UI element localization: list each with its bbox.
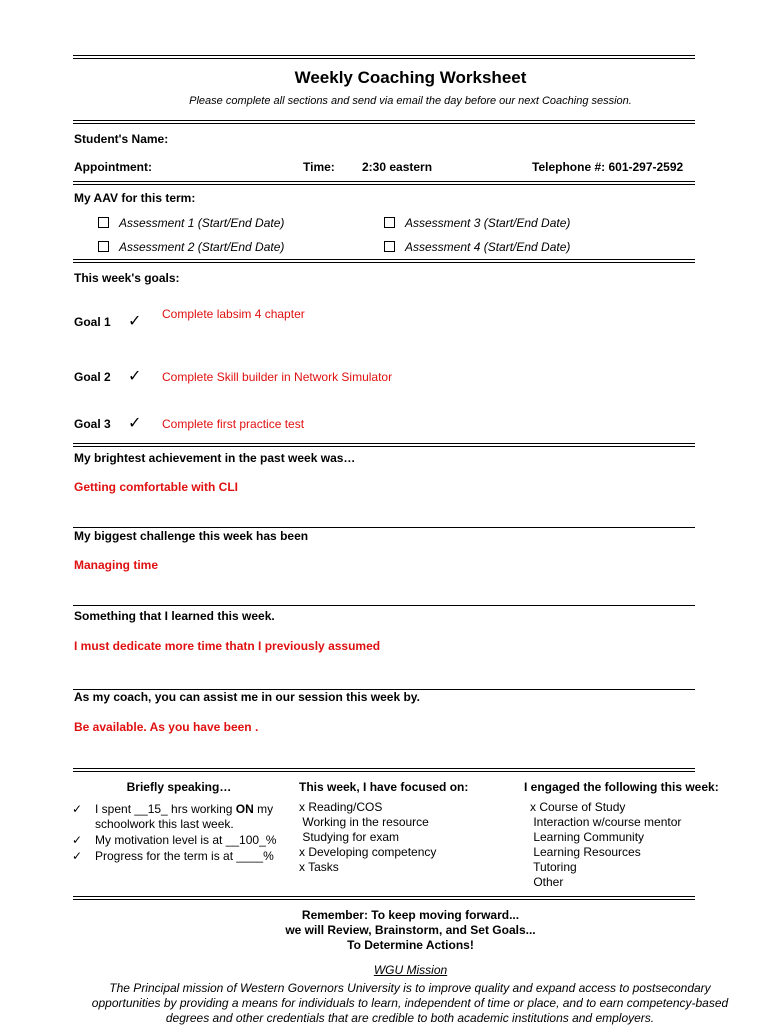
rule	[73, 443, 695, 447]
mission-title: WGU Mission	[373, 963, 448, 977]
focused-item: x Reading/COS	[299, 800, 383, 814]
engaged-item: Tutoring	[530, 860, 577, 874]
rule	[73, 527, 695, 528]
progress-statement: Progress for the term is at ____%	[95, 849, 274, 863]
engaged-item: Learning Resources	[530, 845, 641, 859]
engaged-item: Learning Community	[530, 830, 645, 844]
rule	[73, 768, 695, 772]
check-icon: ✓	[72, 849, 83, 863]
appointment-label: Appointment:	[74, 160, 152, 174]
engaged-heading: I engaged the following this week:	[524, 780, 719, 794]
goal-text: Complete first practice test	[162, 417, 305, 431]
focused-item: x Developing competency	[299, 845, 437, 859]
top-rule	[73, 55, 695, 59]
briefly-heading: Briefly speaking…	[126, 780, 232, 794]
telephone	[532, 160, 683, 174]
goal-label: Goal 1	[74, 315, 111, 329]
check-icon: ✓	[128, 415, 142, 432]
rule	[73, 896, 695, 900]
goal-label: Goal 2	[74, 370, 111, 384]
rule	[73, 181, 695, 185]
rule	[73, 120, 695, 124]
check-icon: ✓	[128, 313, 142, 330]
aav-heading: My AAV for this term:	[74, 191, 196, 205]
motivation-statement: My motivation level is at __100_%	[95, 833, 277, 847]
engaged-item: x Course of Study	[530, 800, 626, 814]
rule	[73, 259, 695, 263]
aav-item: Assessment 4 (Start/End Date)	[384, 240, 570, 254]
learned-answer: I must dedicate more time thatn I previously assumed	[74, 639, 381, 653]
aav-item: Assessment 1 (Start/End Date)	[98, 216, 284, 230]
remember-line-2: we will Review, Brainstorm, and Set Goals...	[285, 923, 536, 937]
time-label: Time:	[303, 160, 335, 174]
checkbox[interactable]	[98, 217, 109, 228]
learned-prompt: Something that I learned this week.	[74, 609, 275, 623]
achievement-prompt: My brightest achievement in the past week was…	[74, 451, 356, 465]
assist-answer: Be available. As you have been .	[74, 720, 259, 734]
achievement-answer: Getting comfortable with CLI	[74, 480, 238, 494]
engaged-item: Other	[530, 875, 564, 889]
focused-item: x Tasks	[299, 860, 339, 874]
goal-text: Complete Skill builder in Network Simulator	[162, 370, 393, 384]
goals-heading: This week's goals:	[74, 271, 180, 285]
goal-text: Complete labsim 4 chapter	[162, 307, 305, 321]
focused-item: Working in the resource	[299, 815, 429, 829]
goal-label: Goal 3	[74, 417, 111, 431]
assist-prompt: As my coach, you can assist me in our session this week by.	[74, 690, 420, 704]
check-icon: ✓	[72, 802, 83, 816]
aav-item: Assessment 3 (Start/End Date)	[384, 216, 570, 230]
checkbox[interactable]	[98, 241, 109, 252]
telephone-value: 601-297-2592	[608, 160, 684, 174]
time-value: 2:30 eastern	[362, 160, 433, 174]
page-title: Weekly Coaching Worksheet	[294, 68, 527, 87]
student-name-label: Student's Name:	[74, 132, 169, 146]
challenge-answer: Managing time	[74, 558, 159, 572]
challenge-prompt: My biggest challenge this week has been	[74, 529, 309, 543]
check-icon: ✓	[128, 368, 142, 385]
remember-line-3: To Determine Actions!	[347, 938, 474, 952]
hours-statement: I spent __15_ hrs working ON my schoolwork this last week.	[95, 802, 274, 831]
rule	[73, 605, 695, 606]
focused-item: Studying for exam	[299, 830, 400, 844]
focused-heading: This week, I have focused on:	[299, 780, 469, 794]
checkbox[interactable]	[384, 241, 395, 252]
check-icon: ✓	[72, 833, 83, 847]
aav-item: Assessment 2 (Start/End Date)	[98, 240, 284, 254]
remember-line-1: Remember: To keep moving forward...	[301, 908, 520, 922]
engaged-item: Interaction w/course mentor	[530, 815, 682, 829]
page-subtitle: Please complete all sections and send via email the day before our next Coaching session.	[189, 95, 632, 107]
telephone-label: Telephone #:	[532, 160, 606, 174]
mission-text: The Principal mission of Western Governors University is to improve quality and expand access to postsecondary opportunities by providing a means for individuals to learn, independent of time or place, and to earn competency-based degrees and other credentials that are credible to both academic institutions and employers.	[91, 981, 729, 1025]
checkbox[interactable]	[384, 217, 395, 228]
